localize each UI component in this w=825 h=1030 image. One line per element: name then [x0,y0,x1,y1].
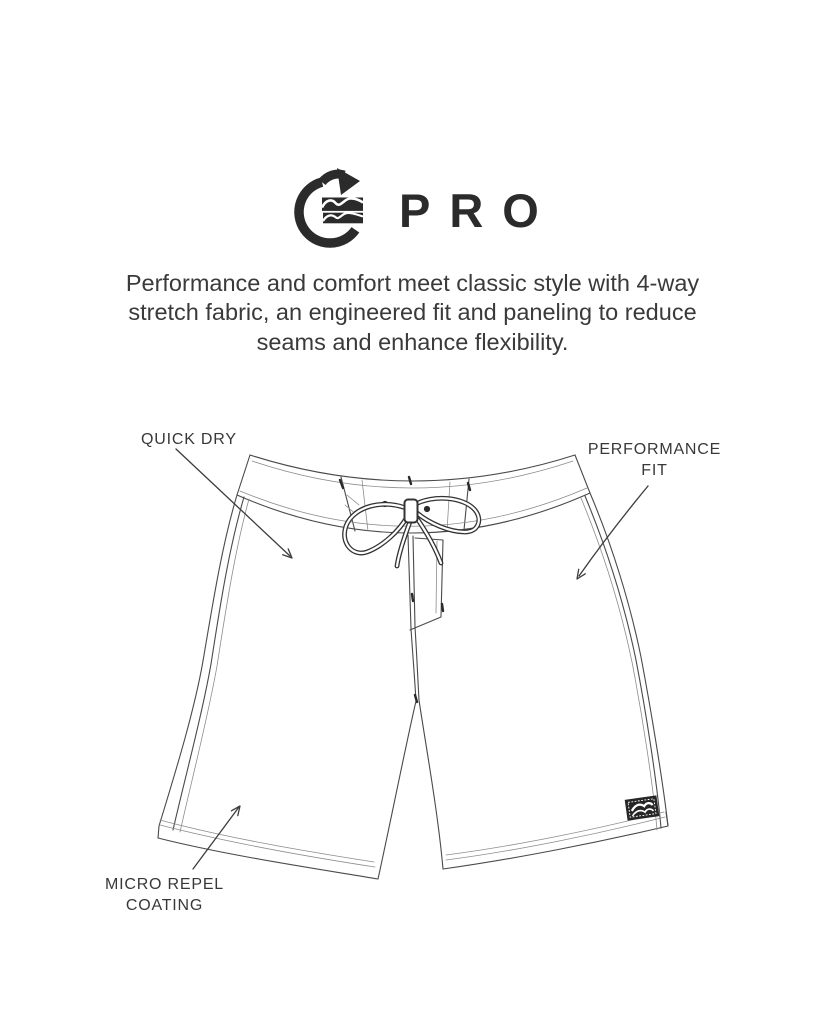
quick-dry-arrow [176,449,292,558]
callout-performance-fit [572,439,737,481]
callout-quick-dry: QUICK DRY [141,431,237,448]
description-line-2: stretch fabric, an engineered fit and paneling to reduce [128,299,697,326]
callout-micro-repel-line-1: MICRO REPEL [104,876,225,893]
description-line-1: Performance and comfort meet classic style with 4-way [125,270,700,296]
callout-performance-fit-line-2: FIT [641,462,668,479]
product-line-label: PRO [399,184,558,237]
callout-performance-fit-line-1: PERFORMANCE [587,441,722,458]
description-line-3: seams and enhance flexibility. [256,328,569,355]
callout-micro-repel-coating [92,874,237,916]
callout-micro-repel-line-2: COATING [125,897,204,914]
bow-knot [405,500,418,523]
micro-repel-arrow [193,806,240,869]
drawstring-bow [344,498,478,566]
billabong-wave-patch-icon [625,795,660,820]
performance-fit-arrow [577,486,648,579]
